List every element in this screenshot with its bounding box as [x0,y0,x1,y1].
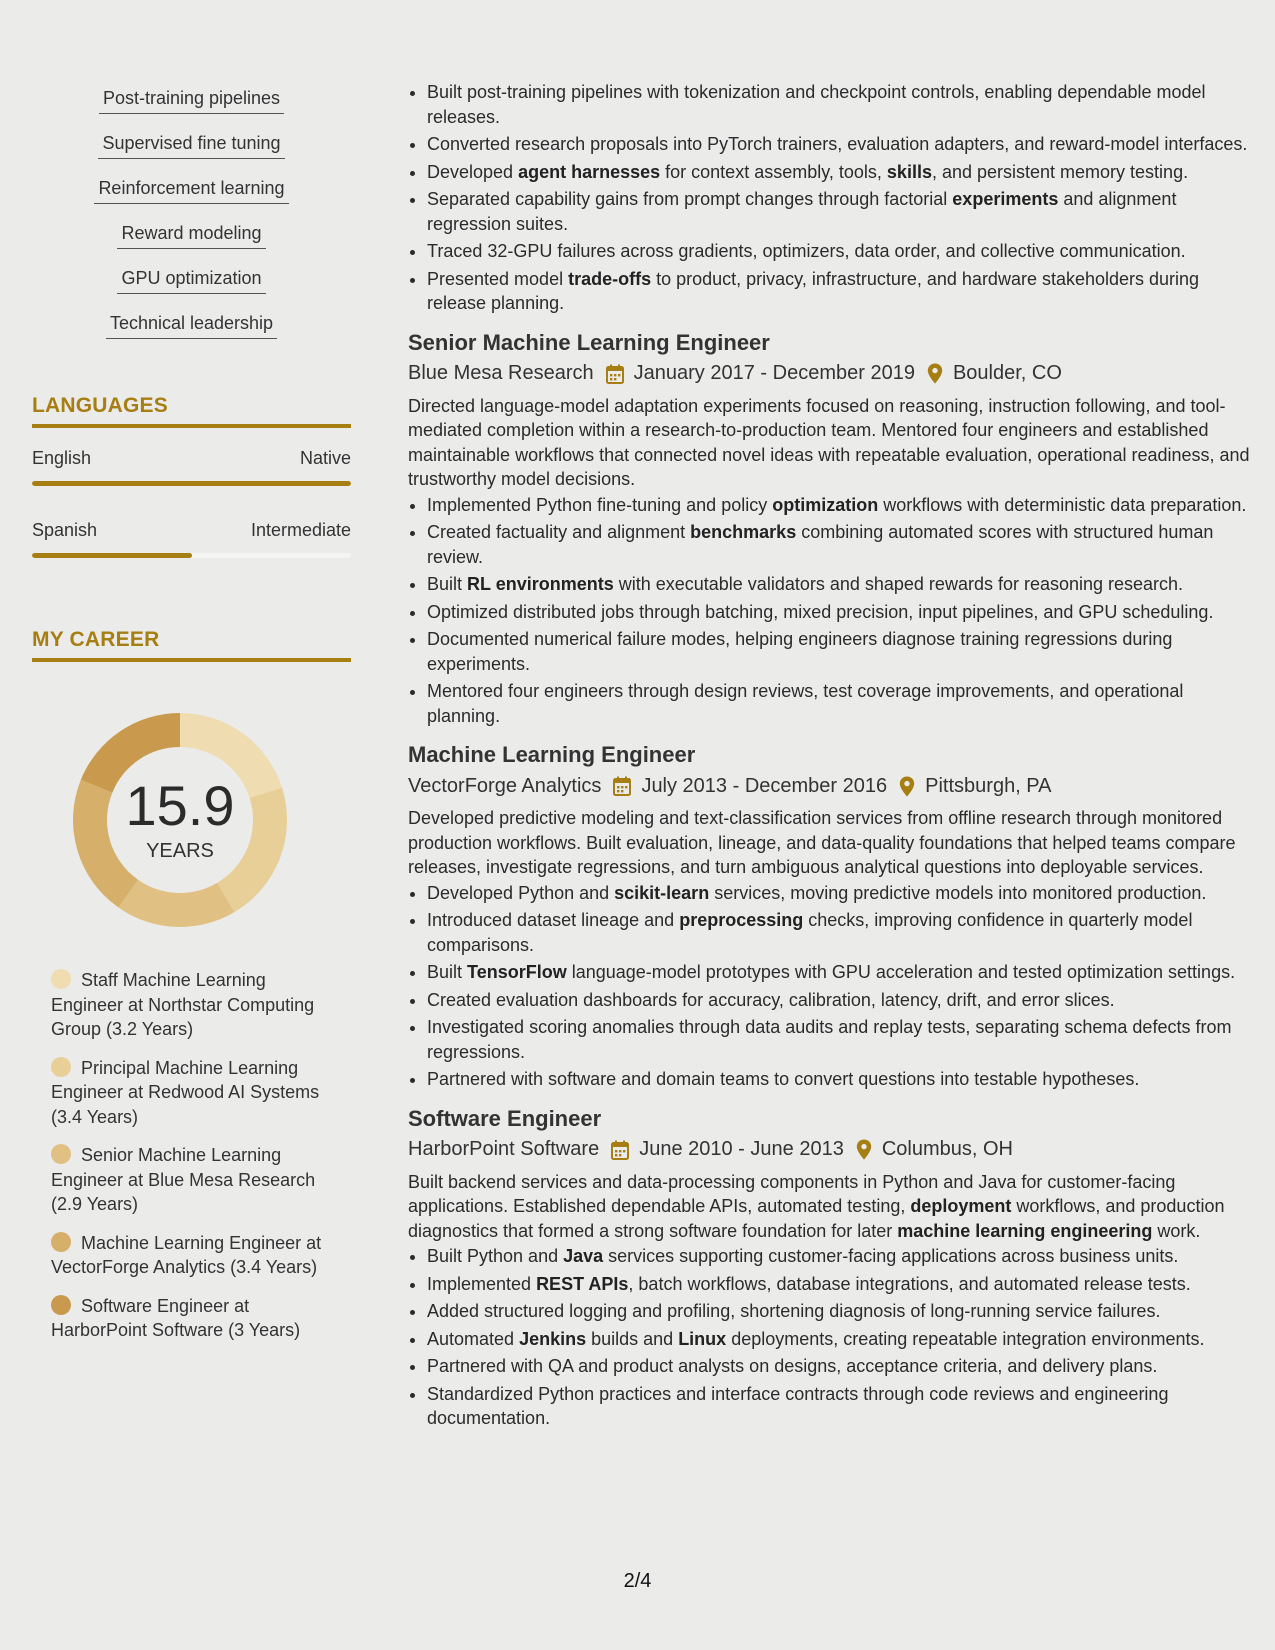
job-entry [408,328,1250,729]
bullet-item: • Documented numerical failure modes, helping engineers diagnose training regressions during experiments. [427,627,1250,676]
legend-dot [51,1144,71,1164]
legend-dot [51,969,71,989]
bullet-item: • Built TensorFlow language-model prototypes with GPU acceleration and tested optimization settings. [427,960,1250,985]
skill-tag: GPU optimization [117,262,265,294]
bullet-item: • Developed agent harnesses for context assembly, tools, skills, and persistent memory testing. [427,160,1250,185]
location-pin-icon [899,776,915,797]
career-years-unit: YEARS [146,840,214,862]
legend-label: Principal Machine Learning Engineer at Redwood AI Systems (3.4 Years) [51,1057,320,1127]
job-bullets [408,881,1250,1092]
previous-job-bullets [408,80,1250,316]
language-name: English [32,448,92,468]
career-legend-item [51,1231,323,1280]
legend-label: Senior Machine Learning Engineer at Blue Mesa Research (2.9 Years) [51,1145,316,1214]
legend-label: Staff Machine Learning Engineer at Northstar Computing Group (3.2 Years) [51,970,315,1039]
job-entry [408,740,1250,1092]
skill-item [32,172,351,217]
career-heading: MY CAREER [32,628,351,662]
legend-dot [51,1057,71,1077]
skills-list [32,82,351,352]
job-description: Directed language-model adaptation experiments focused on reasoning, instruction following, and tool-mediated completion within a research-to-production team. Mentored four engineers and established maintainable workflows that connected novel ideas with repeatable evaluation, operational readiness, and trustworthy model decisions. [408,395,1250,489]
job-description: Developed predictive modeling and text-classification services from offline research through monitored production workflows. Built evaluation, lineage, and data-quality foundations that helped teams compare releases, investigate regressions, and turn ambiguous analytical questions into deployable services. [408,808,1236,877]
bullet-item: • Converted research proposals into PyTorch trainers, evaluation adapters, and reward-model interfaces. [427,132,1250,157]
bullet-item: • Investigated scoring anomalies through data audits and replay tests, separating schema defects from regressions. [427,1015,1250,1064]
calendar-icon [611,1140,629,1160]
job-dates: June 2010 - June 2013 [639,1138,844,1160]
bullet-item: • Built RL environments with executable validators and shaped rewards for reasoning research. [427,572,1250,597]
career-legend [51,968,323,1343]
bullet-item: • Built Python and Java services supporting customer-facing applications across business units. [427,1244,1250,1269]
job-location: Columbus, OH [881,1138,1013,1160]
skill-item [32,262,351,307]
bullet-item: • Introduced dataset lineage and preprocessing checks, improving confidence in quarterly model comparisons. [427,908,1250,957]
experience-column [408,80,1250,1434]
career-legend-item [51,968,323,1042]
language-proficiency-bar [32,481,351,486]
bullet-item: • Separated capability gains from prompt changes through factorial experiments and alignment regression suites. [427,187,1250,236]
bullet-item: • Built post-training pipelines with tokenization and checkpoint controls, enabling dependable model releases. [427,80,1250,129]
job-title: Senior Machine Learning Engineer [408,329,770,355]
legend-dot [51,1295,71,1315]
language-name: Spanish [32,520,98,540]
bullet-item: • Optimized distributed jobs through batching, mixed precision, input pipelines, and GPU scheduling. [427,600,1250,625]
skill-tag: Technical leadership [106,307,277,339]
skill-tag: Reward modeling [117,217,265,249]
skill-tag: Reinforcement learning [94,172,288,204]
language-proficiency-bar [32,553,351,558]
job-location: Boulder, CO [952,362,1062,384]
career-legend-item [51,1294,323,1343]
language-level: Intermediate [250,520,351,540]
bullet-item: • Created factuality and alignment benchmarks combining automated scores with structured human review. [427,520,1250,569]
legend-label: Software Engineer at HarborPoint Software (3 Years) [51,1295,301,1340]
legend-label: Machine Learning Engineer at VectorForge Analytics (3.4 Years) [51,1232,322,1277]
bullet-item: • Partnered with software and domain teams to convert questions into testable hypotheses. [427,1067,1250,1092]
skill-item [32,217,351,262]
bullet-item: • Developed Python and scikit-learn services, moving predictive models into monitored production. [427,881,1250,906]
job-dates: January 2017 - December 2019 [633,362,915,384]
bullet-item: • Traced 32-GPU failures across gradients, optimizers, data order, and collective communication. [427,239,1250,264]
company-name: HarborPoint Software [408,1138,600,1160]
calendar-icon [613,776,631,796]
career-legend-item [51,1056,323,1130]
job-bullets [408,1244,1250,1431]
legend-dot [51,1232,71,1252]
job-meta [408,1135,1250,1165]
skill-tag: Supervised fine tuning [98,127,284,159]
language-spanish [32,520,351,558]
career-legend-item [51,1143,323,1217]
bullet-item: • Standardized Python practices and interface contracts through code reviews and engineering documentation. [427,1382,1250,1431]
bullet-item: • Partnered with QA and product analysts on designs, acceptance criteria, and delivery plans. [427,1354,1250,1379]
bullet-item: • Presented model trade-offs to product, privacy, infrastructure, and hardware stakeholders during release planning. [427,267,1250,316]
bullet-item: • Added structured logging and profiling, shortening diagnosis of long-running service failures. [427,1299,1250,1324]
bullet-item: • Mentored four engineers through design reviews, test coverage improvements, and operational planning. [427,679,1250,728]
skill-item [32,127,351,172]
skill-tag: Post-training pipelines [99,82,284,114]
job-location: Pittsburgh, PA [925,774,1052,797]
job-dates: July 2013 - December 2016 [641,774,888,797]
location-pin-icon [927,363,943,384]
bullet-item: • Created evaluation dashboards for accuracy, calibration, latency, drift, and error slices. [427,988,1250,1013]
job-meta [408,771,1250,801]
job-bullets [408,493,1250,729]
language-english [32,448,351,486]
bullet-item: • Implemented REST APIs, batch workflows, database integrations, and automated release tests. [427,1272,1250,1297]
skill-item [32,307,351,352]
languages-heading: LANGUAGES [32,394,351,428]
language-proficiency-fill [32,481,351,486]
calendar-icon [606,364,624,384]
location-pin-icon [856,1139,872,1160]
job-entry [408,1104,1250,1431]
language-level: Native [299,448,351,468]
company-name: VectorForge Analytics [408,774,602,797]
bullet-item: • Automated Jenkins builds and Linux deployments, creating repeatable integration environments. [427,1327,1250,1352]
job-title: Machine Learning Engineer [408,742,696,767]
career-donut-chart [66,706,294,934]
skill-item [32,82,351,127]
company-name: Blue Mesa Research [408,362,594,384]
job-title: Software Engineer [408,1105,602,1131]
donut-center [66,706,294,934]
career-total-years: 15.9 [125,774,235,837]
job-meta [408,359,1250,389]
page-number: 2/4 [623,1570,652,1592]
language-proficiency-fill [32,553,192,558]
sidebar [32,82,351,1357]
bullet-item: • Implemented Python fine-tuning and policy optimization workflows with deterministic data preparation. [427,493,1250,518]
job-description: Built backend services and data-processing components in Python and Java for customer-facing applications. Established dependable APIs, automated testing, deployment workflows, and production diagnostics that formed a strong software foundation for later machine learning engineering work. [408,1171,1225,1241]
